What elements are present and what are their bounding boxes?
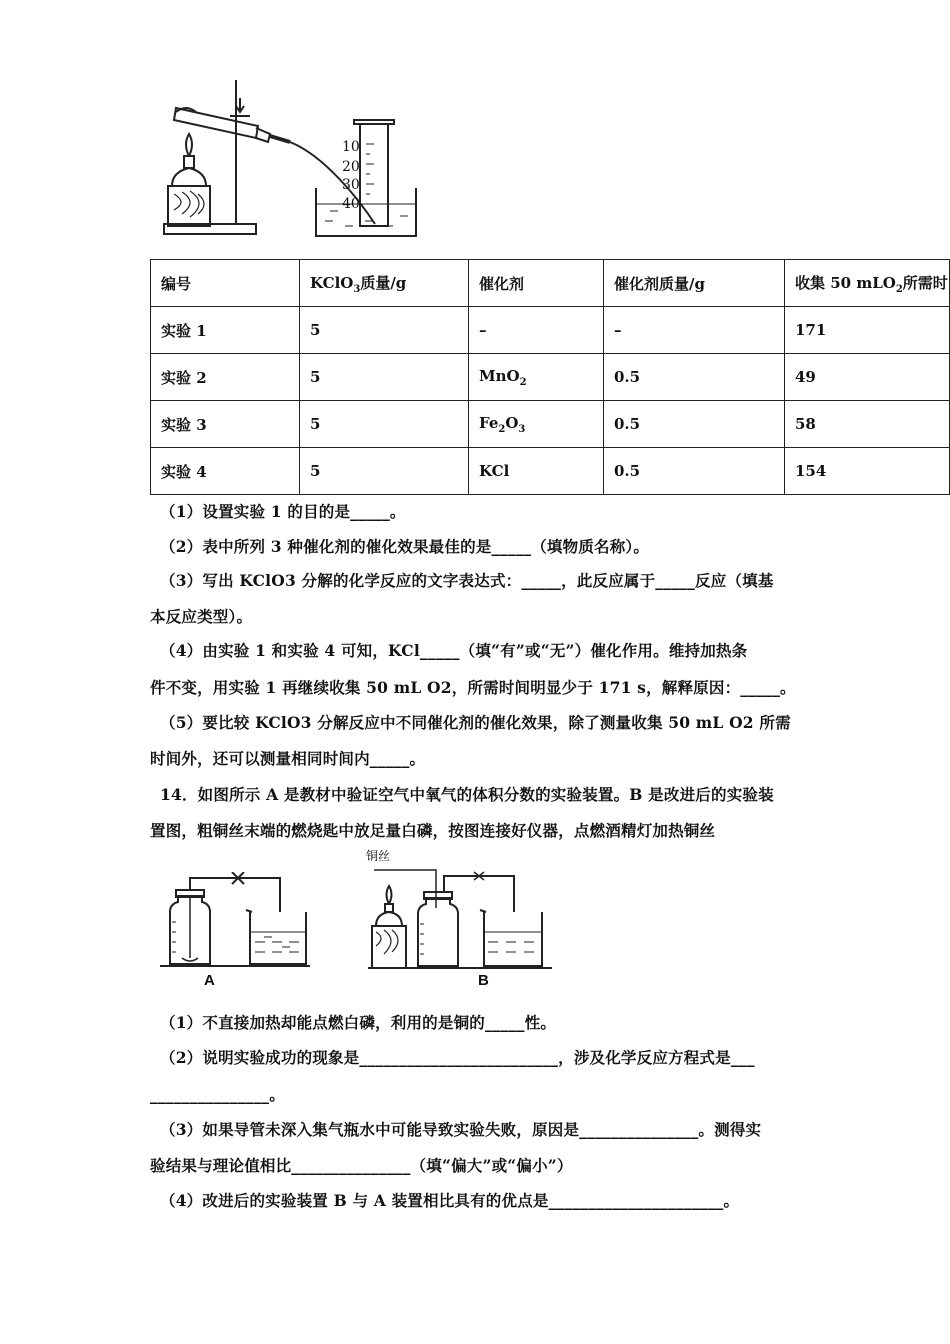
table-cell: 实验 3 <box>151 401 300 448</box>
table-row <box>151 448 950 495</box>
apparatus-a-figure <box>160 872 320 972</box>
table-cell: KCl <box>469 448 604 495</box>
header-cell: KClO$_3$质量/g <box>300 260 469 307</box>
question-13-5: （5）要比较 KClO3 分解反应中不同催化剂的催化效果，除了测量收集 50 mL O2 所需 <box>160 713 791 732</box>
header-cell: 催化剂 <box>469 260 604 307</box>
table-cell: $Fe_2O_3$ <box>469 401 604 448</box>
header-cell: 收集 50 mLO$_2$所需时 <box>785 260 950 307</box>
question-14-1: （1）不直接加热却能点燃白磷，利用的是铜的_____性。 <box>160 1013 557 1032</box>
cylinder-tick-40: 40 <box>342 196 360 212</box>
cylinder-tick-10: 10 <box>342 139 360 155</box>
question-13-4: （4）由实验 1 和实验 4 可知，KCl_____（填“有”或“无”）催化作用。维持加热条 <box>160 641 748 660</box>
question-13-4-cont: 件不变，用实验 1 再继续收集 50 mL O2，所需时间明显少于 171 s，解释原因：_____。 <box>150 678 796 697</box>
question-14-3: （3）如果导管未深入集气瓶水中可能导致实验失败，原因是_______________。测得实 <box>160 1120 762 1139</box>
cylinder-tick-30: 30 <box>342 177 360 193</box>
experiment-table <box>150 259 950 495</box>
figure-label-a: A <box>204 972 215 989</box>
question-13-1: （1）设置实验 1 的目的是_____。 <box>160 502 406 521</box>
table-cell: 5 <box>300 307 469 354</box>
question-13-3-cont: 本反应类型）。 <box>150 607 253 626</box>
table-row <box>151 354 950 401</box>
table-row <box>151 307 950 354</box>
table-cell: 171 <box>785 307 950 354</box>
header-cell: 催化剂质量/g <box>604 260 785 307</box>
table-cell: 实验 1 <box>151 307 300 354</box>
table-cell: 5 <box>300 448 469 495</box>
question-14-2-cont: _______________。 <box>150 1085 285 1104</box>
table-cell: 5 <box>300 401 469 448</box>
table-cell: 0.5 <box>604 401 785 448</box>
copper-wire-label: 铜丝 <box>366 849 391 863</box>
table-cell: – <box>469 307 604 354</box>
table-cell: 0.5 <box>604 354 785 401</box>
kclo3-apparatus-figure <box>160 76 420 241</box>
table-header-row <box>151 260 950 307</box>
question-13-3: （3）写出 KClO3 分解的化学反应的文字表达式：_____，此反应属于_____反应（填基 <box>160 571 774 590</box>
question-14-intro: 14．如图所示 A 是教材中验证空气中氧气的体积分数的实验装置。B 是改进后的实验装 <box>160 785 774 804</box>
cylinder-tick-20: 20 <box>342 159 360 175</box>
question-14-intro-cont: 置图，粗铜丝末端的燃烧匙中放足量白磷，按图连接好仪器，点燃酒精灯加热铜丝 <box>150 821 716 840</box>
table-cell: 实验 4 <box>151 448 300 495</box>
table-cell: 58 <box>785 401 950 448</box>
table-cell: 5 <box>300 354 469 401</box>
table-cell: 实验 2 <box>151 354 300 401</box>
question-14-2: （2）说明实验成功的现象是_________________________，涉及化学反应方程式是___ <box>160 1048 755 1067</box>
table-cell: 0.5 <box>604 448 785 495</box>
table-cell: 154 <box>785 448 950 495</box>
table-cell: MnO$_2$ <box>469 354 604 401</box>
header-cell: 编号 <box>151 260 300 307</box>
table-row <box>151 401 950 448</box>
table-cell: 49 <box>785 354 950 401</box>
figure-label-b: B <box>478 972 489 989</box>
table-cell: – <box>604 307 785 354</box>
apparatus-b-figure <box>366 848 556 974</box>
question-13-5-cont: 时间外，还可以测量相同时间内_____。 <box>150 749 426 768</box>
question-13-2: （2）表中所列 3 种催化剂的催化效果最佳的是_____（填物质名称）。 <box>160 537 650 556</box>
question-14-3-cont: 验结果与理论值相比_______________（填“偏大”或“偏小”） <box>150 1156 573 1175</box>
question-14-4: （4）改进后的实验装置 B 与 A 装置相比具有的优点是______________________。 <box>160 1191 740 1210</box>
